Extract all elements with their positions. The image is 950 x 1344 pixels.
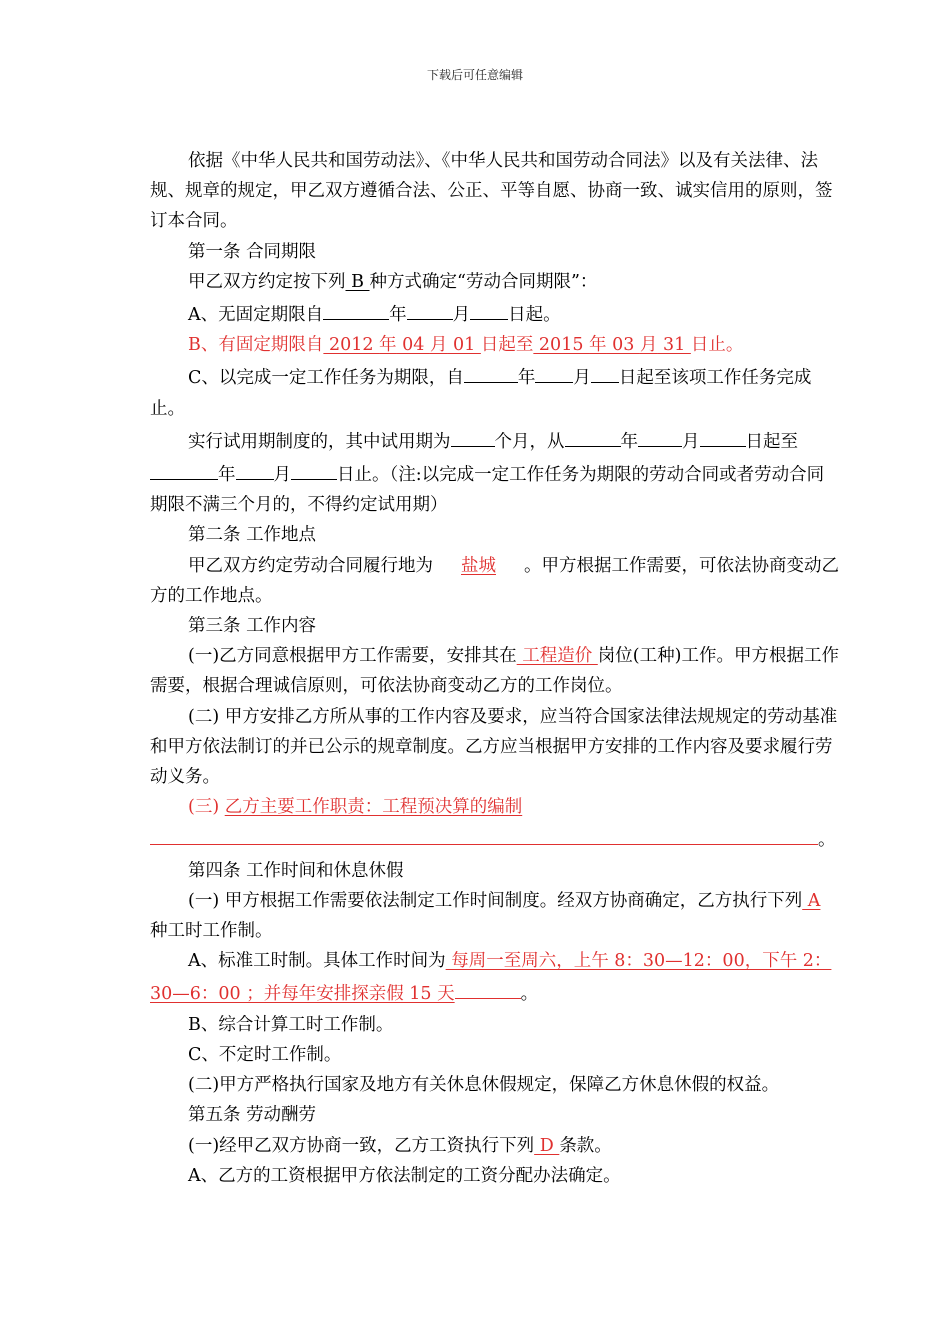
fill-line: [150, 822, 818, 845]
term-choice-value: B: [345, 271, 370, 292]
blank-year: [150, 457, 218, 480]
rest-leave-clause: (二)甲方严格执行国家及地方有关休息休假规定，保障乙方休息休假的权益。: [188, 1075, 780, 1096]
option-a-label: A、无固定期限自: [188, 305, 324, 326]
article-2-title: 第二条 工作地点: [188, 525, 317, 546]
probation-note: 日止。（注:以完成一定工作任务为期限的劳动合同或者劳动合同期限不满三个月的，不得约定试用期）: [150, 465, 825, 516]
blank-year: [323, 297, 389, 320]
article-5-title: 第五条 劳动酬劳: [188, 1105, 317, 1126]
preamble: 依据《中华人民共和国劳动法》、《中华人民共和国劳动合同法》以及有关法律、法规、规章的规定，甲乙双方遵循合法、公正、平等自愿、协商一致、诚实信用的原则，签订本合同。: [150, 151, 833, 232]
probation-clause: [150, 424, 840, 521]
blank-fill: [455, 976, 521, 999]
blank-month: [407, 297, 453, 320]
duties-value: 乙方主要工作职责：工程预决算的编制: [224, 797, 523, 818]
term-choice-prefix: 甲乙双方约定按下列: [188, 271, 346, 292]
start-year-value: 2012: [323, 335, 380, 356]
start-month-value: 04: [396, 335, 430, 356]
salary-clause: [150, 1131, 840, 1161]
probation-text: 至: [780, 431, 798, 452]
year-label: 年: [379, 335, 397, 356]
work-hours-system: [150, 886, 840, 946]
year-label: 年: [620, 431, 638, 452]
flexible-hours: C、不定时工作制。: [188, 1044, 342, 1065]
option-b-label: B、有固定期限自: [188, 335, 324, 356]
probation-text: 实行试用期制度的，其中试用期为: [188, 431, 451, 452]
year-label: 年: [218, 465, 236, 486]
start-day-value: 01: [447, 335, 481, 356]
location-prefix: 甲乙双方约定劳动合同履行地为: [188, 555, 433, 576]
standard-hours-label: A、标准工时制。具体工作时间为: [188, 951, 446, 972]
salary-choice-value: D: [534, 1135, 560, 1156]
end-day-value: 31: [657, 335, 691, 356]
page-header: 下载后可任意编辑: [426, 68, 523, 82]
work-location: [150, 551, 840, 611]
probation-text: 日起: [745, 431, 781, 452]
option-c-task-term: [150, 360, 840, 423]
standard-hours-value: 每周一至周六，上午 8：30—12：00，下午 2：30—6：00 ；并每年安排探亲假 15 天: [150, 951, 832, 1005]
job-requirements: (二) 甲方安排乙方所从事的工作内容及要求，应当符合国家法律法规规定的劳动基准和甲方依法制订的并已公示的规章制度。乙方应当根据甲方安排的工作内容及要求履行劳动义务。: [150, 706, 838, 788]
blank-months: [451, 424, 495, 447]
blank-day: [291, 457, 337, 480]
blank-year: [565, 424, 621, 447]
month-label: 月: [429, 335, 448, 356]
option-c-label: C、以完成一定工作任务为期限，自: [188, 368, 464, 389]
option-a-open-term: [150, 297, 840, 330]
period: 。: [520, 984, 539, 1005]
salary-prefix: (一)经甲乙双方协商一致，乙方工资执行下列: [188, 1135, 535, 1156]
duties-fill-line: [150, 822, 840, 855]
article-3-title: 第三条 工作内容: [188, 616, 317, 637]
hours-prefix: (一) 甲方根据工作需要依法制定工作时间制度。经双方协商确定，乙方执行下列: [188, 890, 803, 911]
end-month-value: 03: [606, 335, 640, 356]
blank-day: [700, 424, 746, 447]
blank-month: [236, 457, 274, 480]
month-label: 月: [452, 305, 471, 326]
term-choice-suffix: 种方式确定“劳动合同期限”：: [369, 271, 598, 292]
hours-suffix: 种工时工作制。: [150, 921, 273, 942]
position-suffix: 岗位(工种)工作。甲方根据工作需要，根据合理诚信原则，可依法协商变动乙方的工作岗位。: [150, 646, 839, 697]
location-value: 盐城: [461, 555, 496, 576]
day-label: 日起。: [508, 305, 561, 326]
blank-month: [638, 424, 682, 447]
probation-text: 个月，从: [494, 431, 565, 452]
term-choice: [150, 267, 840, 297]
main-duties: [150, 792, 840, 822]
duties-number: (三): [188, 797, 225, 818]
salary-option-a: A、乙方的工资根据甲方依法制定的工资分配办法确定。: [188, 1165, 621, 1186]
period: 。: [818, 830, 836, 851]
salary-suffix: 条款。: [559, 1135, 612, 1156]
month-label: 月: [573, 368, 591, 389]
position-value: 工程造价: [516, 646, 598, 667]
month-label: 月: [273, 465, 291, 486]
month-label: 月: [639, 335, 658, 356]
end-year-value: 2015: [533, 335, 590, 356]
hours-choice-value: A: [802, 890, 821, 911]
position-prefix: (一)乙方同意根据甲方工作需要，安排其在: [188, 646, 517, 667]
standard-hours: [150, 946, 840, 1009]
month-label: 月: [682, 431, 700, 452]
blank-month: [535, 360, 573, 383]
contract-body: [150, 146, 840, 1191]
blank-day: [591, 360, 619, 383]
article-4-title: 第四条 工作时间和休息休假: [188, 860, 404, 881]
blank-year: [464, 360, 518, 383]
year-label: 年: [389, 305, 407, 326]
location-suffix: 。甲方根据工作需要，可依法协商变动乙方的工作地点。: [150, 555, 839, 606]
job-position: [150, 641, 840, 701]
comprehensive-hours: B、综合计算工时工作制。: [188, 1014, 394, 1035]
blank-day: [470, 297, 508, 320]
option-b-fixed-term: [150, 330, 840, 360]
year-label: 年: [517, 368, 536, 389]
end-label: 日止。: [690, 335, 744, 356]
article-1-title: 第一条 合同期限: [188, 241, 317, 262]
from-to-label: 日起至: [480, 335, 534, 356]
option-c-suffix: 日起至该项工作任务完成止。: [150, 368, 812, 419]
year-label: 年: [589, 335, 607, 356]
